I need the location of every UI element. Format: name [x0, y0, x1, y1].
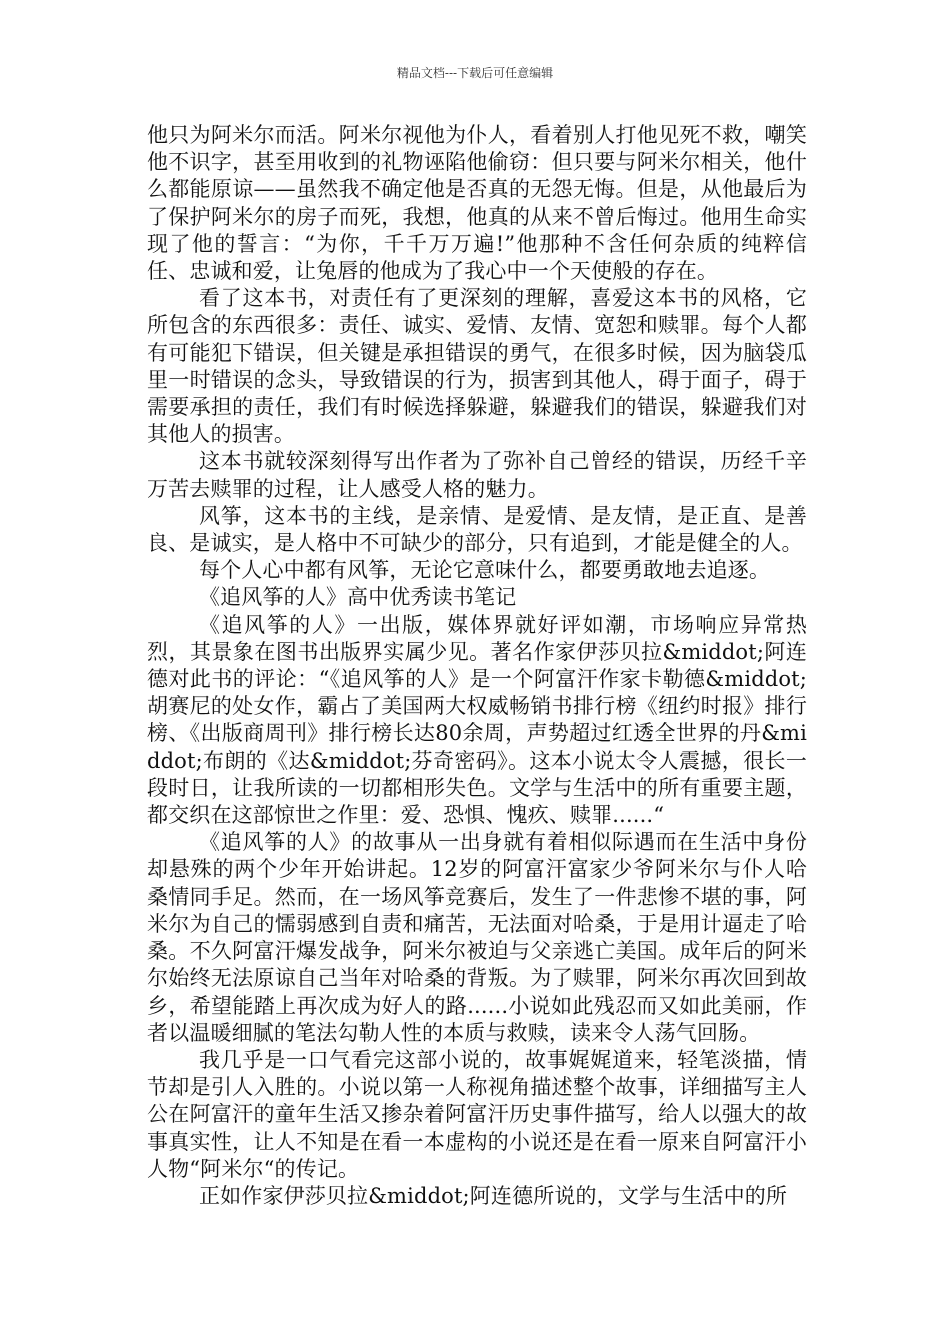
page-header: 精品文档---下载后可任意编辑	[396, 66, 554, 80]
paragraph: 他只为阿米尔而活。阿米尔视他为仆人，看着别人打他见死不救，嘲笑他不识字，甚至用收到的礼物诬陷他偷窃：但只要与阿米尔相关，他什么都能原谅——虽然我不确定他是否真的无怨无悔。但是，从他最后为了保护阿米尔的房子而死，我想，他真的从来不曾后悔过。他用生命实现了他的誓言：“为你，千千万万遍!”他那种不含任何杂质的纯粹信任、忠诚和爱，让兔唇的他成为了我心中一个天使般的存在。	[147, 123, 807, 284]
paragraph: 看了这本书，对责任有了更深刻的理解，喜爱这本书的风格，它所包含的东西很多：责任、诚实、爱情、友情、宽恕和赎罪。每个人都有可能犯下错误，但关键是承担错误的勇气，在很多时候，因为脑袋瓜里一时错误的念头，导致错误的行为，损害到其他人，碍于面子，碍于需要承担的责任，我们有时候选择躲避，躲避我们的错误，躲避我们对其他人的损害。	[147, 286, 807, 447]
paragraph: 《追风筝的人》一出版，媒体界就好评如潮，市场响应异常热烈，其景象在图书出版界实属少见。著名作家伊莎贝拉&middot;阿连德对此书的评论：“《追风筝的人》是一个阿富汗作家卡勒德&middot;胡赛尼的处女作，霸占了美国两大权威畅销书排行榜《纽约时报》排行榜、《出版商周刊》排行榜长达80余周，声势超过红透全世界的丹&middot;布朗的《达&middot;芬奇密码》。这本小说太令人震撼，很长一段时日，让我所读的一切都相形失色。文学与生活中的所有重要主题，都交织在这部惊世之作里：爱、恐惧、愧疚、赎罪......“	[147, 612, 807, 828]
section-title: 《追风筝的人》高中优秀读书笔记	[199, 585, 517, 610]
paragraph: 正如作家伊莎贝拉&middot;阿连德所说的，文学与生活中的所	[199, 1183, 788, 1208]
paragraph: 风筝，这本书的主线，是亲情、是爱情、是友情，是正直、是善良、是诚实，是人格中不可缺少的部分，只有追到，才能是健全的人。	[147, 503, 807, 556]
document-body	[147, 122, 807, 1210]
paragraph: 每个人心中都有风筝，无论它意味什么，都要勇敢地去追逐。	[199, 558, 771, 583]
paragraph: 《追风筝的人》的故事从一出身就有着相似际遇而在生活中身份却悬殊的两个少年开始讲起。12岁的阿富汗富家少爷阿米尔与仆人哈桑情同手足。然而，在一场风筝竞赛后，发生了一件悲惨不堪的事，阿米尔为自己的懦弱感到自责和痛苦，无法面对哈桑，于是用计逼走了哈桑。不久阿富汗爆发战争，阿米尔被迫与父亲逃亡美国。成年后的阿米尔始终无法原谅自己当年对哈桑的背叛。为了赎罪，阿米尔再次回到故乡，希望能踏上再次成为好人的路......小说如此残忍而又如此美丽，作者以温暖细腻的笔法勾勒人性的本质与救赎，读来令人荡气回肠。	[147, 830, 807, 1045]
paragraph: 这本书就较深刻得写出作者为了弥补自己曾经的错误，历经千辛万苦去赎罪的过程，让人感受人格的魅力。	[147, 449, 807, 501]
paragraph: 我几乎是一口气看完这部小说的，故事娓娓道来，轻笔淡描，情节却是引人入胜的。小说以第一人称视角描述整个故事，详细描写主人公在阿富汗的童年生活又掺杂着阿富汗历史事件描写，给人以强大的故事真实性，让人不知是在看一本虚构的小说还是在看一原来自阿富汗小人物“阿米尔“的传记。	[147, 1047, 807, 1181]
